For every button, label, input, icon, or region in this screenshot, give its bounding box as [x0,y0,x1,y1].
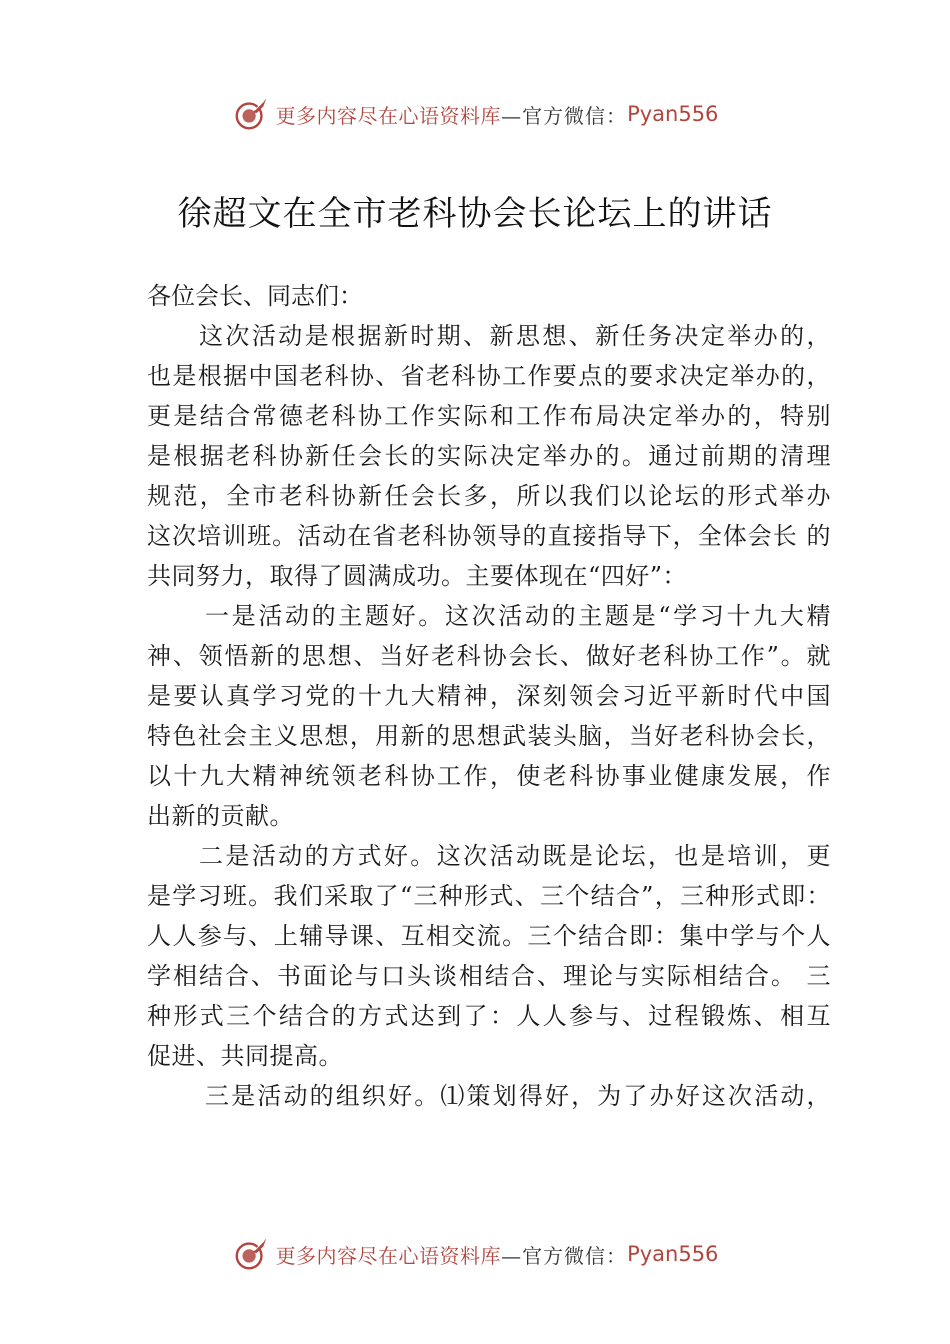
paragraph-line: 以十九大精神统领老科协工作，使老科协事业健康发展，作 [147,762,831,790]
quill-pen-seal-icon [232,95,270,133]
paragraph-line: 更是结合常德老科协工作实际和工作布局决定举办的，特别 [147,402,831,430]
paragraph-3 [147,836,831,1076]
document-body [147,276,831,1116]
paragraph-line: 人人参与、上辅导课、互相交流。三个结合即：集中学与个人 [147,922,831,950]
paragraph-line: 特色社会主义思想，用新的思想武装头脑，当好老科协会长， [147,722,831,750]
banner-wechat-label: —官方微信： [501,1243,628,1268]
paragraph-line: 是学习班。我们采取了“三种形式、三个结合”，三种形式即： [147,882,831,910]
paragraph-line: 这次培训班。活动在省老科协领导的直接指导下，全体会长 的 [147,522,831,550]
banner-text: 更多内容尽在心语资料库 [275,1243,502,1268]
paragraph-line: 学相结合、书面论与口头谈相结合、理论与实际相结合。 三 [147,962,831,990]
paragraph-line: 神、领悟新的思想、当好老科协会长、做好老科协工作”。就 [147,642,831,670]
paragraph-line: 规范，全市老科协新任会长多，所以我们以论坛的形式举办 [147,482,831,510]
salutation: 各位会长、同志们： [147,282,363,310]
paragraph-line: 是根据老科协新任会长的实际决定举办的。通过前期的清理 [147,442,831,470]
quill-pen-seal-icon [232,1235,270,1273]
paragraph-line: 共同努力，取得了圆满成功。主要体现在“四好”： [147,562,688,590]
paragraph-line: 一是活动的主题好。这次活动的主题是“学习十九大精 [205,602,831,630]
banner-wechat-label: —官方微信： [501,103,628,128]
banner-wechat-id: Pyan556 [627,1242,719,1266]
paragraph-line: 种形式三个结合的方式达到了：人人参与、过程锻炼、相互 [147,1002,831,1030]
paragraph-line: 也是根据中国老科协、省老科协工作要点的要求决定举办的， [147,362,831,390]
header-banner [0,92,950,136]
footer-banner [0,1232,950,1276]
banner-text: 更多内容尽在心语资料库 [275,103,502,128]
paragraph-line: 二是活动的方式好。这次活动既是论坛，也是培训，更 [199,842,831,870]
paragraph-1 [147,316,831,596]
paragraph-line: 是要认真学习党的十九大精神，深刻领会习近平新时代中国 [147,682,831,710]
banner-wechat-id: Pyan556 [627,102,719,126]
paragraph-2 [147,596,831,836]
paragraph-line: 这次活动是根据新时期、新思想、新任务决定举办的， [199,322,831,350]
paragraph-line: 三是活动的组织好。⑴策划得好，为了办好这次活动， [205,1082,831,1110]
paragraph-4 [147,1076,831,1116]
paragraph-line: 促进、共同提高。 [147,1042,343,1070]
paragraph-line: 出新的贡献。 [147,802,294,830]
document-title: 徐超文在全市老科协会长论坛上的讲话 [177,194,773,234]
